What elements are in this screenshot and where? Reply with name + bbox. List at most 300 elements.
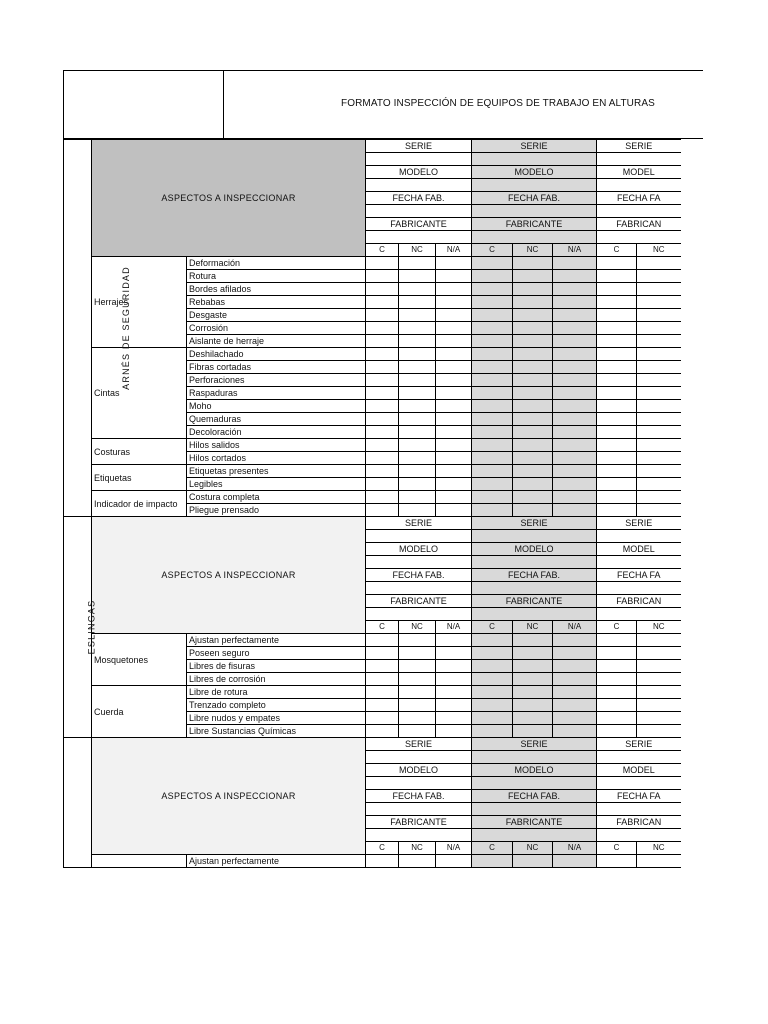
header-fabricante-2: FABRICANTE — [472, 595, 597, 608]
check-cell[interactable] — [637, 673, 681, 686]
check-cell[interactable] — [637, 504, 681, 517]
check-cell[interactable] — [436, 855, 472, 868]
check-cell[interactable] — [513, 309, 553, 322]
check-cell[interactable] — [399, 673, 436, 686]
check-cell[interactable] — [597, 361, 637, 374]
check-cell[interactable] — [553, 686, 597, 699]
check-cell[interactable] — [366, 465, 399, 478]
check-cell[interactable] — [399, 465, 436, 478]
check-cell[interactable] — [472, 647, 513, 660]
check-cell[interactable] — [436, 686, 472, 699]
check-cell[interactable] — [553, 647, 597, 660]
header-blank-cell[interactable] — [597, 608, 681, 621]
header-fabricante-1: FABRICANTE — [366, 816, 472, 829]
check-cell[interactable] — [399, 478, 436, 491]
header-blank-cell[interactable] — [366, 556, 472, 569]
check-cell[interactable] — [366, 322, 399, 335]
check-cell[interactable] — [366, 283, 399, 296]
check-cell[interactable] — [472, 699, 513, 712]
check-cell[interactable] — [553, 439, 597, 452]
check-cell[interactable] — [637, 647, 681, 660]
check-cell[interactable] — [472, 478, 513, 491]
check-cell[interactable] — [553, 270, 597, 283]
check-cell[interactable] — [436, 400, 472, 413]
item-label: Bordes afilados — [187, 283, 366, 296]
header-blank-cell[interactable] — [597, 751, 681, 764]
check-cell[interactable] — [472, 673, 513, 686]
check-cell[interactable] — [513, 465, 553, 478]
check-cell[interactable] — [597, 257, 637, 270]
check-cell[interactable] — [513, 855, 553, 868]
check-cell[interactable] — [553, 296, 597, 309]
check-cell[interactable] — [472, 283, 513, 296]
header-blank-cell[interactable] — [366, 751, 472, 764]
item-label: Poseen seguro — [187, 647, 366, 660]
category-label: Cintas — [92, 348, 187, 439]
check-cell[interactable] — [637, 634, 681, 647]
header-blank-cell[interactable] — [472, 777, 597, 790]
check-cell[interactable] — [597, 374, 637, 387]
check-cell[interactable] — [637, 855, 681, 868]
check-cell[interactable] — [399, 426, 436, 439]
check-cell[interactable] — [513, 400, 553, 413]
item-label: Corrosión — [187, 322, 366, 335]
check-cell[interactable] — [472, 270, 513, 283]
check-cell[interactable] — [366, 296, 399, 309]
header-blank-cell[interactable] — [597, 231, 681, 244]
check-cell[interactable] — [366, 257, 399, 270]
check-cell[interactable] — [513, 491, 553, 504]
check-cell[interactable] — [637, 426, 681, 439]
check-cell[interactable] — [366, 439, 399, 452]
check-cell[interactable] — [472, 413, 513, 426]
check-cell[interactable] — [436, 270, 472, 283]
check-cell[interactable] — [472, 439, 513, 452]
check-cell[interactable] — [399, 452, 436, 465]
check-cell[interactable] — [553, 660, 597, 673]
check-cell[interactable] — [436, 309, 472, 322]
header-blank-cell[interactable] — [366, 582, 472, 595]
check-cell[interactable] — [513, 426, 553, 439]
check-cell[interactable] — [553, 712, 597, 725]
check-cell[interactable] — [513, 296, 553, 309]
check-cell[interactable] — [399, 387, 436, 400]
check-cell[interactable] — [513, 673, 553, 686]
check-cell[interactable] — [597, 699, 637, 712]
check-cell[interactable] — [597, 283, 637, 296]
check-cell[interactable] — [472, 491, 513, 504]
header-blank-cell[interactable] — [597, 829, 681, 842]
check-cell[interactable] — [436, 322, 472, 335]
item-label: Decoloración — [187, 426, 366, 439]
check-cell[interactable] — [399, 504, 436, 517]
check-cell[interactable] — [637, 439, 681, 452]
category-label: Mosquetones — [92, 634, 187, 686]
header-fabricante-1: FABRICANTE — [366, 218, 472, 231]
header-blank-cell[interactable] — [366, 231, 472, 244]
check-cell[interactable] — [436, 335, 472, 348]
check-cell[interactable] — [399, 699, 436, 712]
check-cell[interactable] — [597, 712, 637, 725]
check-cell[interactable] — [436, 725, 472, 738]
check-cell[interactable] — [597, 413, 637, 426]
check-cell[interactable] — [366, 634, 399, 647]
check-cell[interactable] — [637, 348, 681, 361]
header-modelo-2: MODELO — [472, 543, 597, 556]
header-blank-cell[interactable] — [597, 205, 681, 218]
check-cell[interactable] — [472, 660, 513, 673]
header-blank-cell[interactable] — [366, 530, 472, 543]
check-cell[interactable] — [366, 699, 399, 712]
check-cell[interactable] — [597, 673, 637, 686]
header-blank-cell[interactable] — [472, 205, 597, 218]
check-cell[interactable] — [366, 660, 399, 673]
check-cell[interactable] — [399, 491, 436, 504]
check-cell[interactable] — [637, 478, 681, 491]
check-cell[interactable] — [366, 725, 399, 738]
check-cell[interactable] — [366, 335, 399, 348]
check-cell[interactable] — [553, 478, 597, 491]
col-c-label: C — [597, 621, 637, 634]
check-cell[interactable] — [597, 387, 637, 400]
check-cell[interactable] — [597, 426, 637, 439]
check-cell[interactable] — [472, 309, 513, 322]
item-label: Rebabas — [187, 296, 366, 309]
check-cell[interactable] — [637, 335, 681, 348]
check-cell[interactable] — [472, 335, 513, 348]
check-cell[interactable] — [472, 374, 513, 387]
header-blank-cell[interactable] — [366, 608, 472, 621]
check-cell[interactable] — [399, 270, 436, 283]
check-cell[interactable] — [436, 504, 472, 517]
check-cell[interactable] — [597, 335, 637, 348]
check-cell[interactable] — [399, 660, 436, 673]
check-cell[interactable] — [513, 439, 553, 452]
check-cell[interactable] — [513, 699, 553, 712]
check-cell[interactable] — [553, 283, 597, 296]
check-cell[interactable] — [436, 634, 472, 647]
check-cell[interactable] — [553, 699, 597, 712]
header-fecha-3: FECHA FA — [597, 569, 681, 582]
check-cell[interactable] — [513, 686, 553, 699]
check-cell[interactable] — [553, 322, 597, 335]
header-blank-cell[interactable] — [597, 803, 681, 816]
check-cell[interactable] — [597, 855, 637, 868]
check-cell[interactable] — [399, 309, 436, 322]
check-cell[interactable] — [366, 374, 399, 387]
check-cell[interactable] — [513, 283, 553, 296]
header-serie-2: SERIE — [472, 517, 597, 530]
check-cell[interactable] — [436, 283, 472, 296]
col-na-label: N/A — [436, 244, 472, 257]
check-cell[interactable] — [513, 374, 553, 387]
check-cell[interactable] — [366, 426, 399, 439]
check-cell[interactable] — [399, 647, 436, 660]
header-blank-cell[interactable] — [366, 829, 472, 842]
check-cell[interactable] — [513, 348, 553, 361]
check-cell[interactable] — [399, 335, 436, 348]
check-cell[interactable] — [472, 855, 513, 868]
check-cell[interactable] — [637, 452, 681, 465]
check-cell[interactable] — [553, 491, 597, 504]
check-cell[interactable] — [399, 413, 436, 426]
check-cell[interactable] — [597, 309, 637, 322]
check-cell[interactable] — [637, 283, 681, 296]
header-blank-cell[interactable] — [597, 153, 681, 166]
check-cell[interactable] — [513, 270, 553, 283]
check-cell[interactable] — [472, 725, 513, 738]
check-cell[interactable] — [597, 296, 637, 309]
check-cell[interactable] — [513, 452, 553, 465]
header-blank-cell[interactable] — [472, 803, 597, 816]
check-cell[interactable] — [597, 660, 637, 673]
check-cell[interactable] — [597, 465, 637, 478]
check-cell[interactable] — [513, 478, 553, 491]
check-cell[interactable] — [597, 647, 637, 660]
check-cell[interactable] — [553, 504, 597, 517]
check-cell[interactable] — [597, 686, 637, 699]
header-serie-1: SERIE — [366, 517, 472, 530]
header-serie-3: SERIE — [597, 517, 681, 530]
header-blank-cell[interactable] — [597, 582, 681, 595]
check-cell[interactable] — [553, 374, 597, 387]
check-cell[interactable] — [436, 491, 472, 504]
check-cell[interactable] — [637, 725, 681, 738]
col-c-label: C — [472, 244, 513, 257]
check-cell[interactable] — [399, 257, 436, 270]
check-cell[interactable] — [597, 478, 637, 491]
check-cell[interactable] — [472, 452, 513, 465]
check-cell[interactable] — [553, 309, 597, 322]
check-cell[interactable] — [399, 725, 436, 738]
check-cell[interactable] — [472, 322, 513, 335]
check-cell[interactable] — [366, 361, 399, 374]
col-na-label: N/A — [436, 621, 472, 634]
check-cell[interactable] — [366, 491, 399, 504]
header-blank-cell[interactable] — [366, 803, 472, 816]
check-cell[interactable] — [513, 712, 553, 725]
check-cell[interactable] — [436, 465, 472, 478]
check-cell[interactable] — [513, 660, 553, 673]
check-cell[interactable] — [399, 686, 436, 699]
header-blank-cell[interactable] — [472, 179, 597, 192]
header-fecha-3: FECHA FA — [597, 192, 681, 205]
check-cell[interactable] — [637, 322, 681, 335]
header-blank-cell[interactable] — [472, 231, 597, 244]
check-cell[interactable] — [436, 374, 472, 387]
check-cell[interactable] — [472, 712, 513, 725]
check-cell[interactable] — [637, 257, 681, 270]
check-cell[interactable] — [637, 686, 681, 699]
check-cell[interactable] — [399, 855, 436, 868]
check-cell[interactable] — [553, 465, 597, 478]
col-c-label: C — [597, 244, 637, 257]
check-cell[interactable] — [436, 439, 472, 452]
check-cell[interactable] — [366, 452, 399, 465]
header-blank-cell[interactable] — [366, 777, 472, 790]
check-cell[interactable] — [637, 387, 681, 400]
check-cell[interactable] — [399, 400, 436, 413]
check-cell[interactable] — [472, 634, 513, 647]
check-cell[interactable] — [399, 361, 436, 374]
check-cell[interactable] — [472, 361, 513, 374]
check-cell[interactable] — [472, 465, 513, 478]
check-cell[interactable] — [553, 725, 597, 738]
check-cell[interactable] — [597, 725, 637, 738]
check-cell[interactable] — [436, 699, 472, 712]
header-blank-cell[interactable] — [366, 179, 472, 192]
check-cell[interactable] — [637, 465, 681, 478]
check-cell[interactable] — [637, 413, 681, 426]
check-cell[interactable] — [366, 686, 399, 699]
check-cell[interactable] — [597, 491, 637, 504]
check-cell[interactable] — [597, 504, 637, 517]
check-cell[interactable] — [597, 439, 637, 452]
header-fabricante-2: FABRICANTE — [472, 816, 597, 829]
header-blank-cell[interactable] — [472, 582, 597, 595]
header-blank-cell[interactable] — [597, 179, 681, 192]
check-cell[interactable] — [553, 426, 597, 439]
check-cell[interactable] — [513, 257, 553, 270]
check-cell[interactable] — [553, 348, 597, 361]
check-cell[interactable] — [436, 660, 472, 673]
check-cell[interactable] — [472, 348, 513, 361]
check-cell[interactable] — [513, 413, 553, 426]
section-label — [64, 738, 92, 868]
check-cell[interactable] — [366, 478, 399, 491]
check-cell[interactable] — [553, 335, 597, 348]
check-cell[interactable] — [436, 712, 472, 725]
check-cell[interactable] — [553, 387, 597, 400]
check-cell[interactable] — [472, 257, 513, 270]
check-cell[interactable] — [597, 634, 637, 647]
check-cell[interactable] — [399, 296, 436, 309]
check-cell[interactable] — [597, 400, 637, 413]
check-cell[interactable] — [366, 647, 399, 660]
item-label: Hilos salidos — [187, 439, 366, 452]
check-cell[interactable] — [472, 686, 513, 699]
aspectos-header: ASPECTOS A INSPECCIONAR — [92, 738, 366, 855]
header-blank-cell[interactable] — [597, 556, 681, 569]
check-cell[interactable] — [637, 270, 681, 283]
check-cell[interactable] — [366, 673, 399, 686]
check-cell[interactable] — [637, 309, 681, 322]
check-cell[interactable] — [366, 855, 399, 868]
header-blank-cell[interactable] — [472, 829, 597, 842]
check-cell[interactable] — [513, 335, 553, 348]
check-cell[interactable] — [553, 673, 597, 686]
header-blank-cell[interactable] — [472, 530, 597, 543]
check-cell[interactable] — [399, 439, 436, 452]
check-cell[interactable] — [399, 374, 436, 387]
check-cell[interactable] — [436, 257, 472, 270]
check-cell[interactable] — [553, 634, 597, 647]
check-cell[interactable] — [366, 413, 399, 426]
header-blank-cell[interactable] — [366, 205, 472, 218]
check-cell[interactable] — [472, 387, 513, 400]
check-cell[interactable] — [366, 270, 399, 283]
header-fecha-1: FECHA FAB. — [366, 192, 472, 205]
check-cell[interactable] — [637, 491, 681, 504]
header-blank-cell[interactable] — [472, 608, 597, 621]
check-cell[interactable] — [597, 452, 637, 465]
check-cell[interactable] — [399, 348, 436, 361]
check-cell[interactable] — [513, 634, 553, 647]
check-cell[interactable] — [513, 387, 553, 400]
check-cell[interactable] — [472, 426, 513, 439]
check-cell[interactable] — [637, 374, 681, 387]
check-cell[interactable] — [637, 400, 681, 413]
check-cell[interactable] — [472, 296, 513, 309]
check-cell[interactable] — [513, 647, 553, 660]
check-cell[interactable] — [597, 322, 637, 335]
item-label: Perforaciones — [187, 374, 366, 387]
check-cell[interactable] — [472, 400, 513, 413]
check-cell[interactable] — [366, 712, 399, 725]
check-cell[interactable] — [399, 634, 436, 647]
check-cell[interactable] — [436, 296, 472, 309]
check-cell[interactable] — [436, 647, 472, 660]
header-blank-cell[interactable] — [597, 777, 681, 790]
check-cell[interactable] — [637, 712, 681, 725]
section-label-text: ARNÉS DE SEGURIDAD — [120, 266, 131, 390]
check-cell[interactable] — [553, 257, 597, 270]
check-cell[interactable] — [436, 478, 472, 491]
check-cell[interactable] — [513, 322, 553, 335]
check-cell[interactable] — [399, 712, 436, 725]
check-cell[interactable] — [436, 361, 472, 374]
col-c-label: C — [366, 244, 399, 257]
category-label: Herrajes — [92, 257, 187, 348]
check-cell[interactable] — [399, 283, 436, 296]
check-cell[interactable] — [597, 348, 637, 361]
check-cell[interactable] — [553, 413, 597, 426]
check-cell[interactable] — [553, 452, 597, 465]
check-cell[interactable] — [436, 673, 472, 686]
check-cell[interactable] — [637, 699, 681, 712]
check-cell[interactable] — [366, 387, 399, 400]
check-cell[interactable] — [553, 361, 597, 374]
check-cell[interactable] — [513, 504, 553, 517]
check-cell[interactable] — [553, 400, 597, 413]
check-cell[interactable] — [637, 361, 681, 374]
check-cell[interactable] — [436, 387, 472, 400]
check-cell[interactable] — [553, 855, 597, 868]
check-cell[interactable] — [637, 660, 681, 673]
header-blank-cell[interactable] — [472, 751, 597, 764]
check-cell[interactable] — [436, 413, 472, 426]
check-cell[interactable] — [597, 270, 637, 283]
check-cell[interactable] — [436, 426, 472, 439]
check-cell[interactable] — [399, 322, 436, 335]
check-cell[interactable] — [366, 504, 399, 517]
check-cell[interactable] — [436, 452, 472, 465]
check-cell[interactable] — [366, 400, 399, 413]
header-blank-cell[interactable] — [366, 153, 472, 166]
header-blank-cell[interactable] — [597, 530, 681, 543]
check-cell[interactable] — [513, 725, 553, 738]
check-cell[interactable] — [436, 348, 472, 361]
check-cell[interactable] — [472, 504, 513, 517]
header-blank-cell[interactable] — [472, 556, 597, 569]
check-cell[interactable] — [366, 309, 399, 322]
check-cell[interactable] — [637, 296, 681, 309]
check-cell[interactable] — [366, 348, 399, 361]
header-modelo-2: MODELO — [472, 166, 597, 179]
header-blank-cell[interactable] — [472, 153, 597, 166]
col-na-label: N/A — [553, 244, 597, 257]
check-cell[interactable] — [513, 361, 553, 374]
